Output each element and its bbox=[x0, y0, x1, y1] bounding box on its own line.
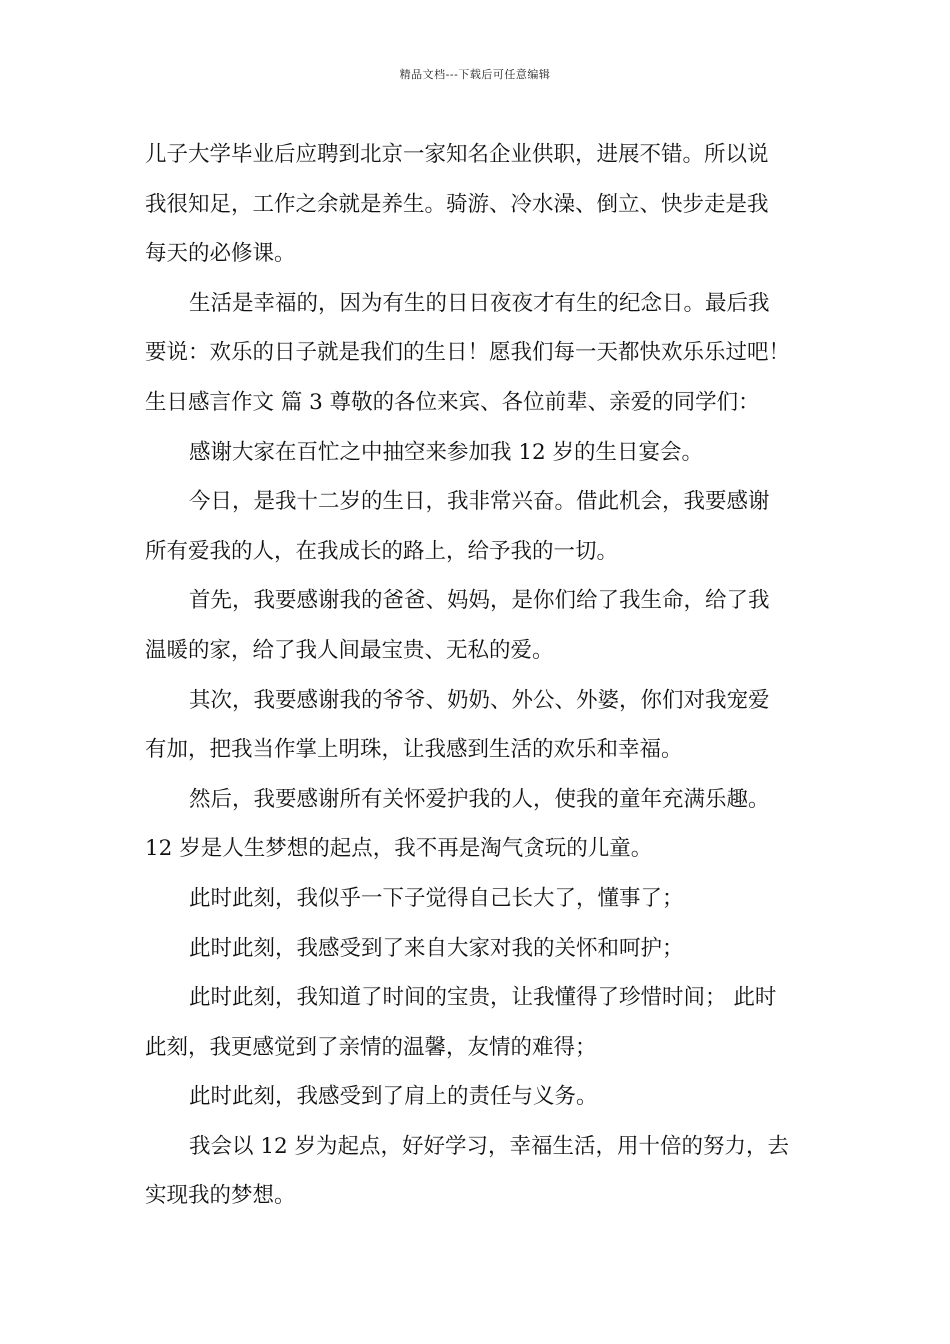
text-line: 此刻，我更感觉到了亲情的温馨，友情的难得； bbox=[145, 1034, 597, 1060]
text-line: 我很知足，工作之余就是养生。骑游、冷水澡、倒立、快步走是我 bbox=[145, 191, 769, 217]
document-body bbox=[145, 130, 810, 1221]
text-line: 此时此刻，我感受到了来自大家对我的关怀和呵护； bbox=[189, 935, 684, 961]
text-line: 温暖的家，给了我人间最宝贵、无私的爱。 bbox=[145, 637, 554, 663]
text-line: 其次，我要感谢我的爷爷、奶奶、外公、外婆，你们对我宠爱 bbox=[189, 687, 770, 713]
text-line: 有加，把我当作掌上明珠，让我感到生活的欢乐和幸福。 bbox=[145, 737, 683, 763]
text-line: 要说：欢乐的日子就是我们的生日！愿我们每一天都快欢乐乐过吧！ bbox=[145, 340, 791, 366]
text-line: 所有爱我的人，在我成长的路上，给予我的一切。 bbox=[145, 538, 619, 564]
text-line: 此时此刻，我知道了时间的宝贵，让我懂得了珍惜时间； 此时 bbox=[189, 985, 777, 1011]
text-line: 实现我的梦想。 bbox=[145, 1183, 296, 1209]
text-line: 今日，是我十二岁的生日，我非常兴奋。借此机会，我要感谢 bbox=[189, 489, 770, 515]
text-line: 生活是幸福的，因为有生的日日夜夜才有生的纪念日。最后我 bbox=[189, 290, 770, 316]
text-line: 此时此刻，我似乎一下子觉得自己长大了，懂事了； bbox=[189, 885, 684, 911]
page-header: 精品文档---下载后可任意编辑 bbox=[399, 68, 551, 81]
text-line: 儿子大学毕业后应聘到北京一家知名企业供职，进展不错。所以说 bbox=[145, 142, 769, 167]
text-line: 然后，我要感谢所有关怀爱护我的人，使我的童年充满乐趣。 bbox=[189, 786, 770, 812]
text-line: 感谢大家在百忙之中抽空来参加我 12 岁的生日宴会。 bbox=[189, 439, 704, 465]
text-line: 我会以 12 岁为起点，好好学习，幸福生活，用十倍的努力，去 bbox=[189, 1133, 790, 1159]
text-line: 每天的必修课。 bbox=[145, 241, 296, 267]
text-line: 此时此刻，我感受到了肩上的责任与义务。 bbox=[189, 1084, 598, 1110]
text-line: 12 岁是人生梦想的起点，我不再是淘气贪玩的儿童。 bbox=[145, 836, 653, 862]
text-line: 首先，我要感谢我的爸爸、妈妈，是你们给了我生命，给了我 bbox=[189, 588, 770, 614]
section-heading-line: 生日感言作文 篇 3 尊敬的各位来宾、各位前辈、亲爱的同学们： bbox=[145, 389, 760, 415]
